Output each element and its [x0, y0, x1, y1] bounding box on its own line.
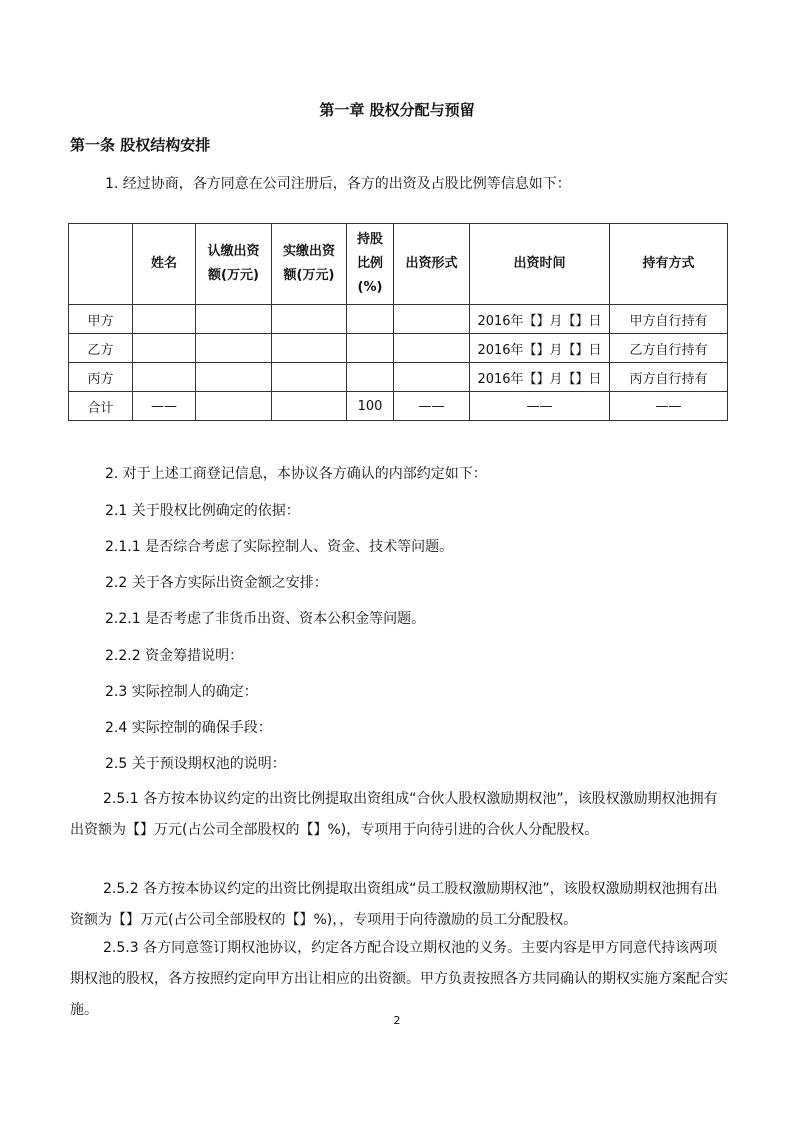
clause-2-1-1: 2.1.1 是否综合考虑了实际控制人、资金、技术等问题。 [105, 539, 454, 555]
header-name: 姓名 [133, 224, 196, 305]
article-title: 第一条 股权结构安排 [70, 136, 211, 154]
clause-2-3: 2.3 实际控制人的确定： [105, 684, 258, 700]
equity-table [68, 223, 728, 421]
table-row-total: 合计 —— 100 —— —— —— [69, 392, 728, 421]
header-holding: 持有方式 [610, 224, 728, 305]
clause-2-2-1: 2.2.1 是否考虑了非货币出资、资本公积金等问题。 [105, 611, 426, 627]
header-subscribed: 认缴出资 额(万元) [196, 224, 272, 305]
paragraph-2-5-2: 2.5.2 各方按本协议约定的出资比例提取出资组成“员工股权激励期权池”，该股权激励期权池拥有出资额为【】万元(占公司全部股权的【】%)，，专项用于向待激励的员工分配股权。 [70, 881, 718, 928]
header-form: 出资形式 [394, 224, 470, 305]
header-paid: 实缴出资 额(万元) [272, 224, 347, 305]
clause-2-2-2: 2.2.2 资金筹措说明： [105, 648, 244, 664]
header-ratio: 持股 比例 (%) [347, 224, 394, 305]
clause-2-2: 2.2 关于各方实际出资金额之安排： [105, 575, 328, 591]
clause-2: 2. 对于上述工商登记信息，本协议各方确认的内部约定如下： [105, 466, 487, 482]
header-time: 出资时间 [470, 224, 610, 305]
paragraph-2-5-1: 2.5.1 各方按本协议约定的出资比例提取出资组成“合伙人股权激励期权池”，该股权激励期权池拥有出资额为【】万元(占公司全部股权的【】%)，专项用于向待引进的合伙人分配股权。 [70, 791, 718, 838]
clause-2-4: 2.4 实际控制的确保手段： [105, 720, 272, 736]
table-row: 乙方 2016年【】月【】日 乙方自行持有 [69, 334, 728, 363]
intro-text: 1. 经过协商，各方同意在公司注册后，各方的出资及占股比例等信息如下： [105, 176, 571, 192]
table-header-row [69, 224, 728, 305]
header-blank [69, 224, 133, 305]
chapter-title: 第一章 股权分配与预留 [319, 101, 475, 119]
clause-2-5: 2.5 关于预设期权池的说明： [105, 756, 286, 772]
table-row: 丙方 2016年【】月【】日 丙方自行持有 [69, 363, 728, 392]
page-number: 2 [393, 1014, 401, 1027]
clause-2-1: 2.1 关于股权比例确定的依据： [105, 503, 300, 519]
paragraph-2-5-3: 2.5.3 各方同意签订期权池协议，约定各方配合设立期权池的义务。主要内容是甲方同意代持该两项期权池的股权，各方按照约定向甲方出让相应的出资额。甲方负责按照各方共同确认的期权实施方案配合实施。 [70, 940, 728, 1018]
table-row: 甲方 2016年【】月【】日 甲方自行持有 [69, 305, 728, 334]
